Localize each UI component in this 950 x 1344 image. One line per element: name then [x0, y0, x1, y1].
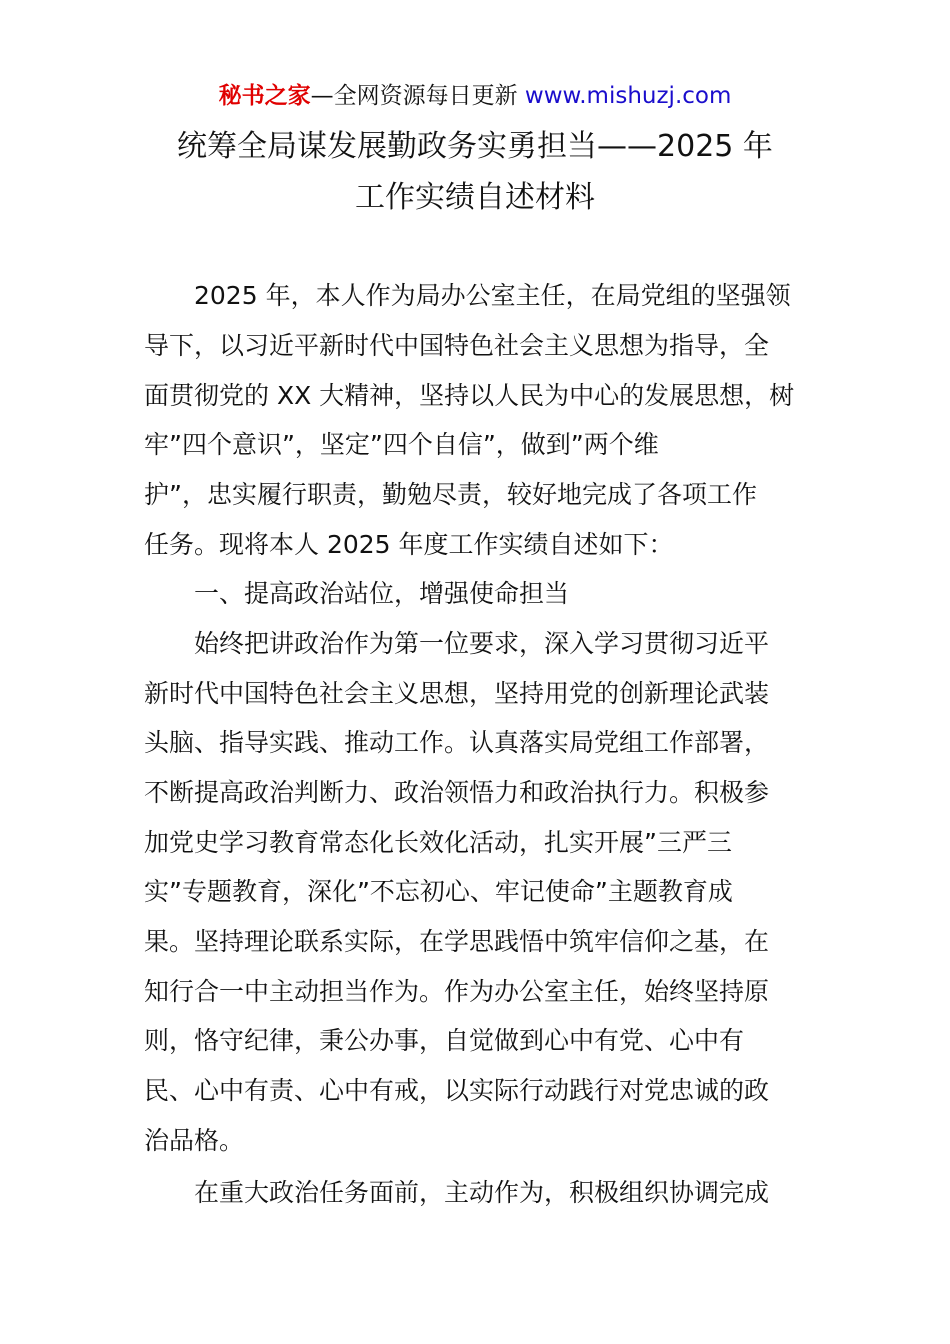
body-line: 果。坚持理论联系实际，在学思践悟中筑牢信仰之基，在 — [144, 927, 770, 956]
body-line: 在重大政治任务面前，主动作为，积极组织协调完成 — [144, 1178, 770, 1207]
body-line: 始终把讲政治作为第一位要求，深入学习贯彻习近平 — [144, 629, 770, 658]
body-line: 实”专题教育，深化”不忘初心、牢记使命”主题教育成 — [144, 877, 733, 906]
body-line: 不断提高政治判断力、政治领悟力和政治执行力。积极参 — [144, 778, 770, 807]
document-title-line-2: 工作实绩自述材料 — [355, 180, 595, 215]
body-line: 任务。现将本人 2025 年度工作实绩自述如下： — [144, 530, 674, 559]
body-line: 牢”四个意识”，坚定”四个自信”，做到”两个维 — [144, 430, 659, 459]
body-line: 民、心中有责、心中有戒，以实际行动践行对党忠诚的政 — [144, 1076, 770, 1105]
site-url-link[interactable]: www.mishuzj.com — [524, 83, 732, 109]
site-banner — [0, 80, 950, 112]
body-line: 知行合一中主动担当作为。作为办公室主任，始终坚持原 — [144, 977, 770, 1006]
section-heading: 一、提高政治站位，增强使命担当 — [144, 579, 570, 608]
document-title-line-1: 统筹全局谋发展勤政务实勇担当——2025 年 — [177, 129, 773, 164]
body-line: 治品格。 — [144, 1126, 245, 1155]
body-line: 则，恪守纪律，秉公办事，自觉做到心中有党、心中有 — [144, 1026, 745, 1055]
site-brand: 秘书之家 — [218, 83, 311, 109]
body-line: 新时代中国特色社会主义思想，坚持用党的创新理论武装 — [144, 679, 770, 708]
body-line: 面贯彻党的 XX 大精神，坚持以人民为中心的发展思想，树 — [144, 381, 795, 410]
body-line: 2025 年，本人作为局办公室主任，在局党组的坚强领 — [144, 281, 791, 310]
body-line: 头脑、指导实践、推动工作。认真落实局党组工作部署， — [144, 728, 770, 757]
body-line: 导下，以习近平新时代中国特色社会主义思想为指导，全 — [144, 331, 770, 360]
body-line: 加党史学习教育常态化长效化活动，扎实开展”三严三 — [144, 828, 732, 857]
body-line: 护”，忠实履行职责，勤勉尽责，较好地完成了各项工作 — [144, 480, 757, 509]
site-tagline: —全网资源每日更新 — [310, 83, 525, 109]
